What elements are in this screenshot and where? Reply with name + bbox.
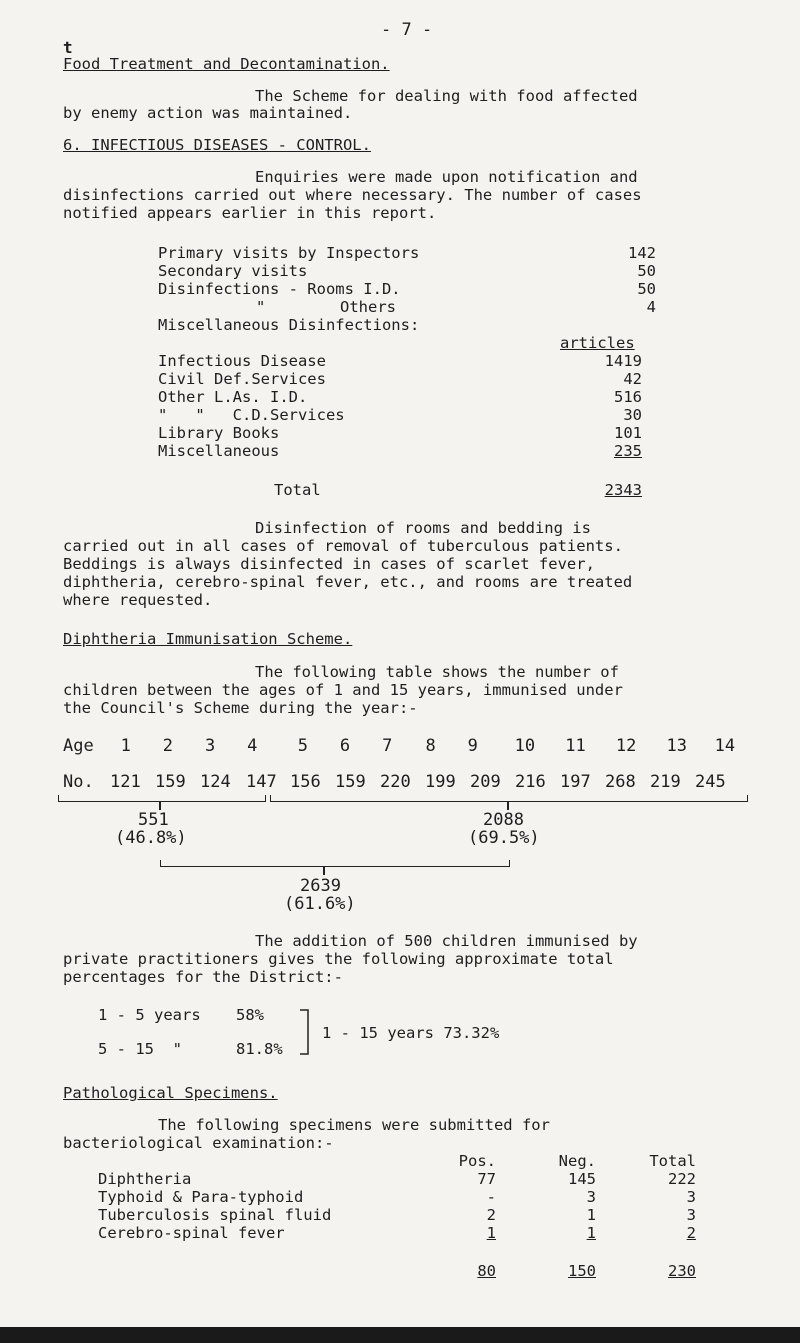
age-label: Age [63,736,94,756]
pathological-para-line: The following specimens were submitted for [158,1116,550,1134]
specimen-pos: 77 [477,1170,496,1188]
age-1-5-value: 58% [236,1006,264,1024]
article-value: 42 [623,370,642,388]
specimen-pos: 1 [486,1224,496,1242]
diphtheria-para-line: children between the ages of 1 and 15 years, immunised under [63,681,623,699]
specimen-neg: 1 [586,1206,596,1224]
group-2-tick [507,802,509,810]
disinfection-line: where requested. [63,591,213,609]
age-cell: 2 [162,736,174,756]
number-cell: 159 [335,772,366,792]
number-cell: 199 [425,772,456,792]
specimen-label: Diphtheria [98,1170,192,1188]
combined-brace [296,1006,316,1060]
diphtheria-para-line: the Council's Scheme during the year:- [63,699,418,717]
number-cell: 220 [380,772,411,792]
page-number: - 7 - [381,20,433,40]
food-line-1: The Scheme for dealing with food affected [255,87,638,105]
number-cell: 197 [560,772,591,792]
number-cell: 219 [650,772,681,792]
disinfection-line: diphtheria, cerebro-spinal fever, etc., and rooms are treated [63,573,633,591]
article-value: 516 [614,388,642,406]
visit-value: 4 [646,298,656,316]
group-2-percent: (69.5%) [468,828,540,848]
no-label: No. [63,772,94,792]
specimen-label: Tuberculosis spinal fluid [98,1206,332,1224]
specimen-label: Typhoid & Para-typhoid [98,1188,304,1206]
corner-mark: t [63,38,73,57]
misc-heading: Miscellaneous Disinfections: [158,316,420,334]
age-cell: 1 [120,736,131,756]
specimen-total: 3 [686,1206,696,1224]
total-neg: 150 [568,1262,596,1280]
group-1-bracket [58,795,266,802]
grand-total-bracket [160,860,510,867]
group-2-bracket [270,795,748,802]
group-1-tick [159,802,161,810]
visit-value: 142 [628,244,656,262]
number-cell: 209 [470,772,501,792]
column-header: Total [649,1152,696,1170]
number-cell: 147 [246,772,277,792]
total-value: 2343 [604,481,642,499]
number-cell: 216 [515,772,546,792]
column-header: Pos. [458,1152,496,1170]
specimen-label: Cerebro-spinal fever [98,1224,285,1242]
infectious-line-2: disinfections carried out where necessary. The number of cases [63,186,642,204]
infectious-line-3: notified appears earlier in this report. [63,204,437,222]
food-heading: Food Treatment and Decontamination. [63,55,390,73]
addition-para-line: The addition of 500 children immunised by [255,932,638,950]
number-cell: 124 [200,772,231,792]
column-header: Neg. [558,1152,596,1170]
addition-para-line: private practitioners gives the following approximate total [63,950,614,968]
visit-label: " Others [256,298,396,316]
group-1-total: 551 [138,810,169,830]
specimen-neg: 1 [586,1224,596,1242]
specimen-neg: 3 [586,1188,596,1206]
article-value: 235 [614,442,642,460]
group-1-percent: (46.8%) [115,828,187,848]
diphtheria-heading: Diphtheria Immunisation Scheme. [63,630,353,648]
total-pos: 80 [477,1262,496,1280]
specimen-total: 222 [668,1170,696,1188]
age-cell: 9 [467,736,478,756]
scan-edge-bar [0,1327,800,1343]
article-label: Miscellaneous [158,442,280,460]
age-cell: 10 [514,736,536,756]
disinfection-line: Beddings is always disinfected in cases of scarlet fever, [63,555,595,573]
article-label: Library Books [158,424,280,442]
grand-total: 2639 [300,876,341,896]
age-1-5-label: 1 - 5 years [98,1006,201,1024]
infectious-line-1: Enquiries were made upon notification and [255,168,638,186]
visit-value: 50 [637,262,656,280]
article-label: Infectious Disease [158,352,326,370]
pathological-para-line: bacteriological examination:- [63,1134,334,1152]
article-label: Other L.As. I.D. [158,388,308,406]
article-value: 30 [623,406,642,424]
visit-label: Disinfections - Rooms I.D. [158,280,401,298]
age-cell: 12 [615,736,637,756]
number-cell: 156 [290,772,321,792]
age-5-15-value: 81.8% [236,1040,283,1058]
age-cell: 4 [247,736,258,756]
visit-label: Secondary visits [158,262,308,280]
age-cell: 3 [204,736,216,756]
pathological-heading: Pathological Specimens. [63,1084,278,1102]
infectious-heading: 6. INFECTIOUS DISEASES - CONTROL. [63,136,371,154]
number-cell: 121 [110,772,141,792]
age-cell: 11 [565,736,586,756]
disinfection-line: Disinfection of rooms and bedding is [255,519,591,537]
age-5-15-label: 5 - 15 " [98,1040,182,1058]
age-cell: 14 [714,736,736,756]
total-label: Total [274,481,321,499]
articles-heading: articles [560,334,635,352]
article-label: " " C.D.Services [158,406,345,424]
specimen-pos: 2 [486,1206,496,1224]
number-cell: 245 [695,772,726,792]
age-cell: 6 [339,736,351,756]
article-value: 101 [614,424,642,442]
article-value: 1419 [604,352,642,370]
visit-value: 50 [637,280,656,298]
specimen-neg: 145 [568,1170,596,1188]
number-cell: 159 [155,772,186,792]
age-cell: 5 [297,736,308,756]
disinfection-line: carried out in all cases of removal of tuberculous patients. [63,537,623,555]
grand-total-percent: (61.6%) [284,894,356,914]
age-cell: 7 [382,736,393,756]
age-cell: 8 [425,736,436,756]
specimen-pos: - [486,1188,496,1206]
addition-para-line: percentages for the District:- [63,968,343,986]
specimen-total: 2 [686,1224,696,1242]
number-cell: 268 [605,772,636,792]
visit-label: Primary visits by Inspectors [158,244,420,262]
age-cell: 13 [666,736,687,756]
age-1-15-combined: 1 - 15 years 73.32% [322,1024,500,1042]
group-2-total: 2088 [483,810,524,830]
food-line-2: by enemy action was maintained. [63,104,353,122]
diphtheria-para-line: The following table shows the number of [255,663,619,681]
total-total: 230 [668,1262,696,1280]
article-label: Civil Def.Services [158,370,326,388]
specimen-total: 3 [686,1188,696,1206]
grand-total-tick [323,867,325,875]
